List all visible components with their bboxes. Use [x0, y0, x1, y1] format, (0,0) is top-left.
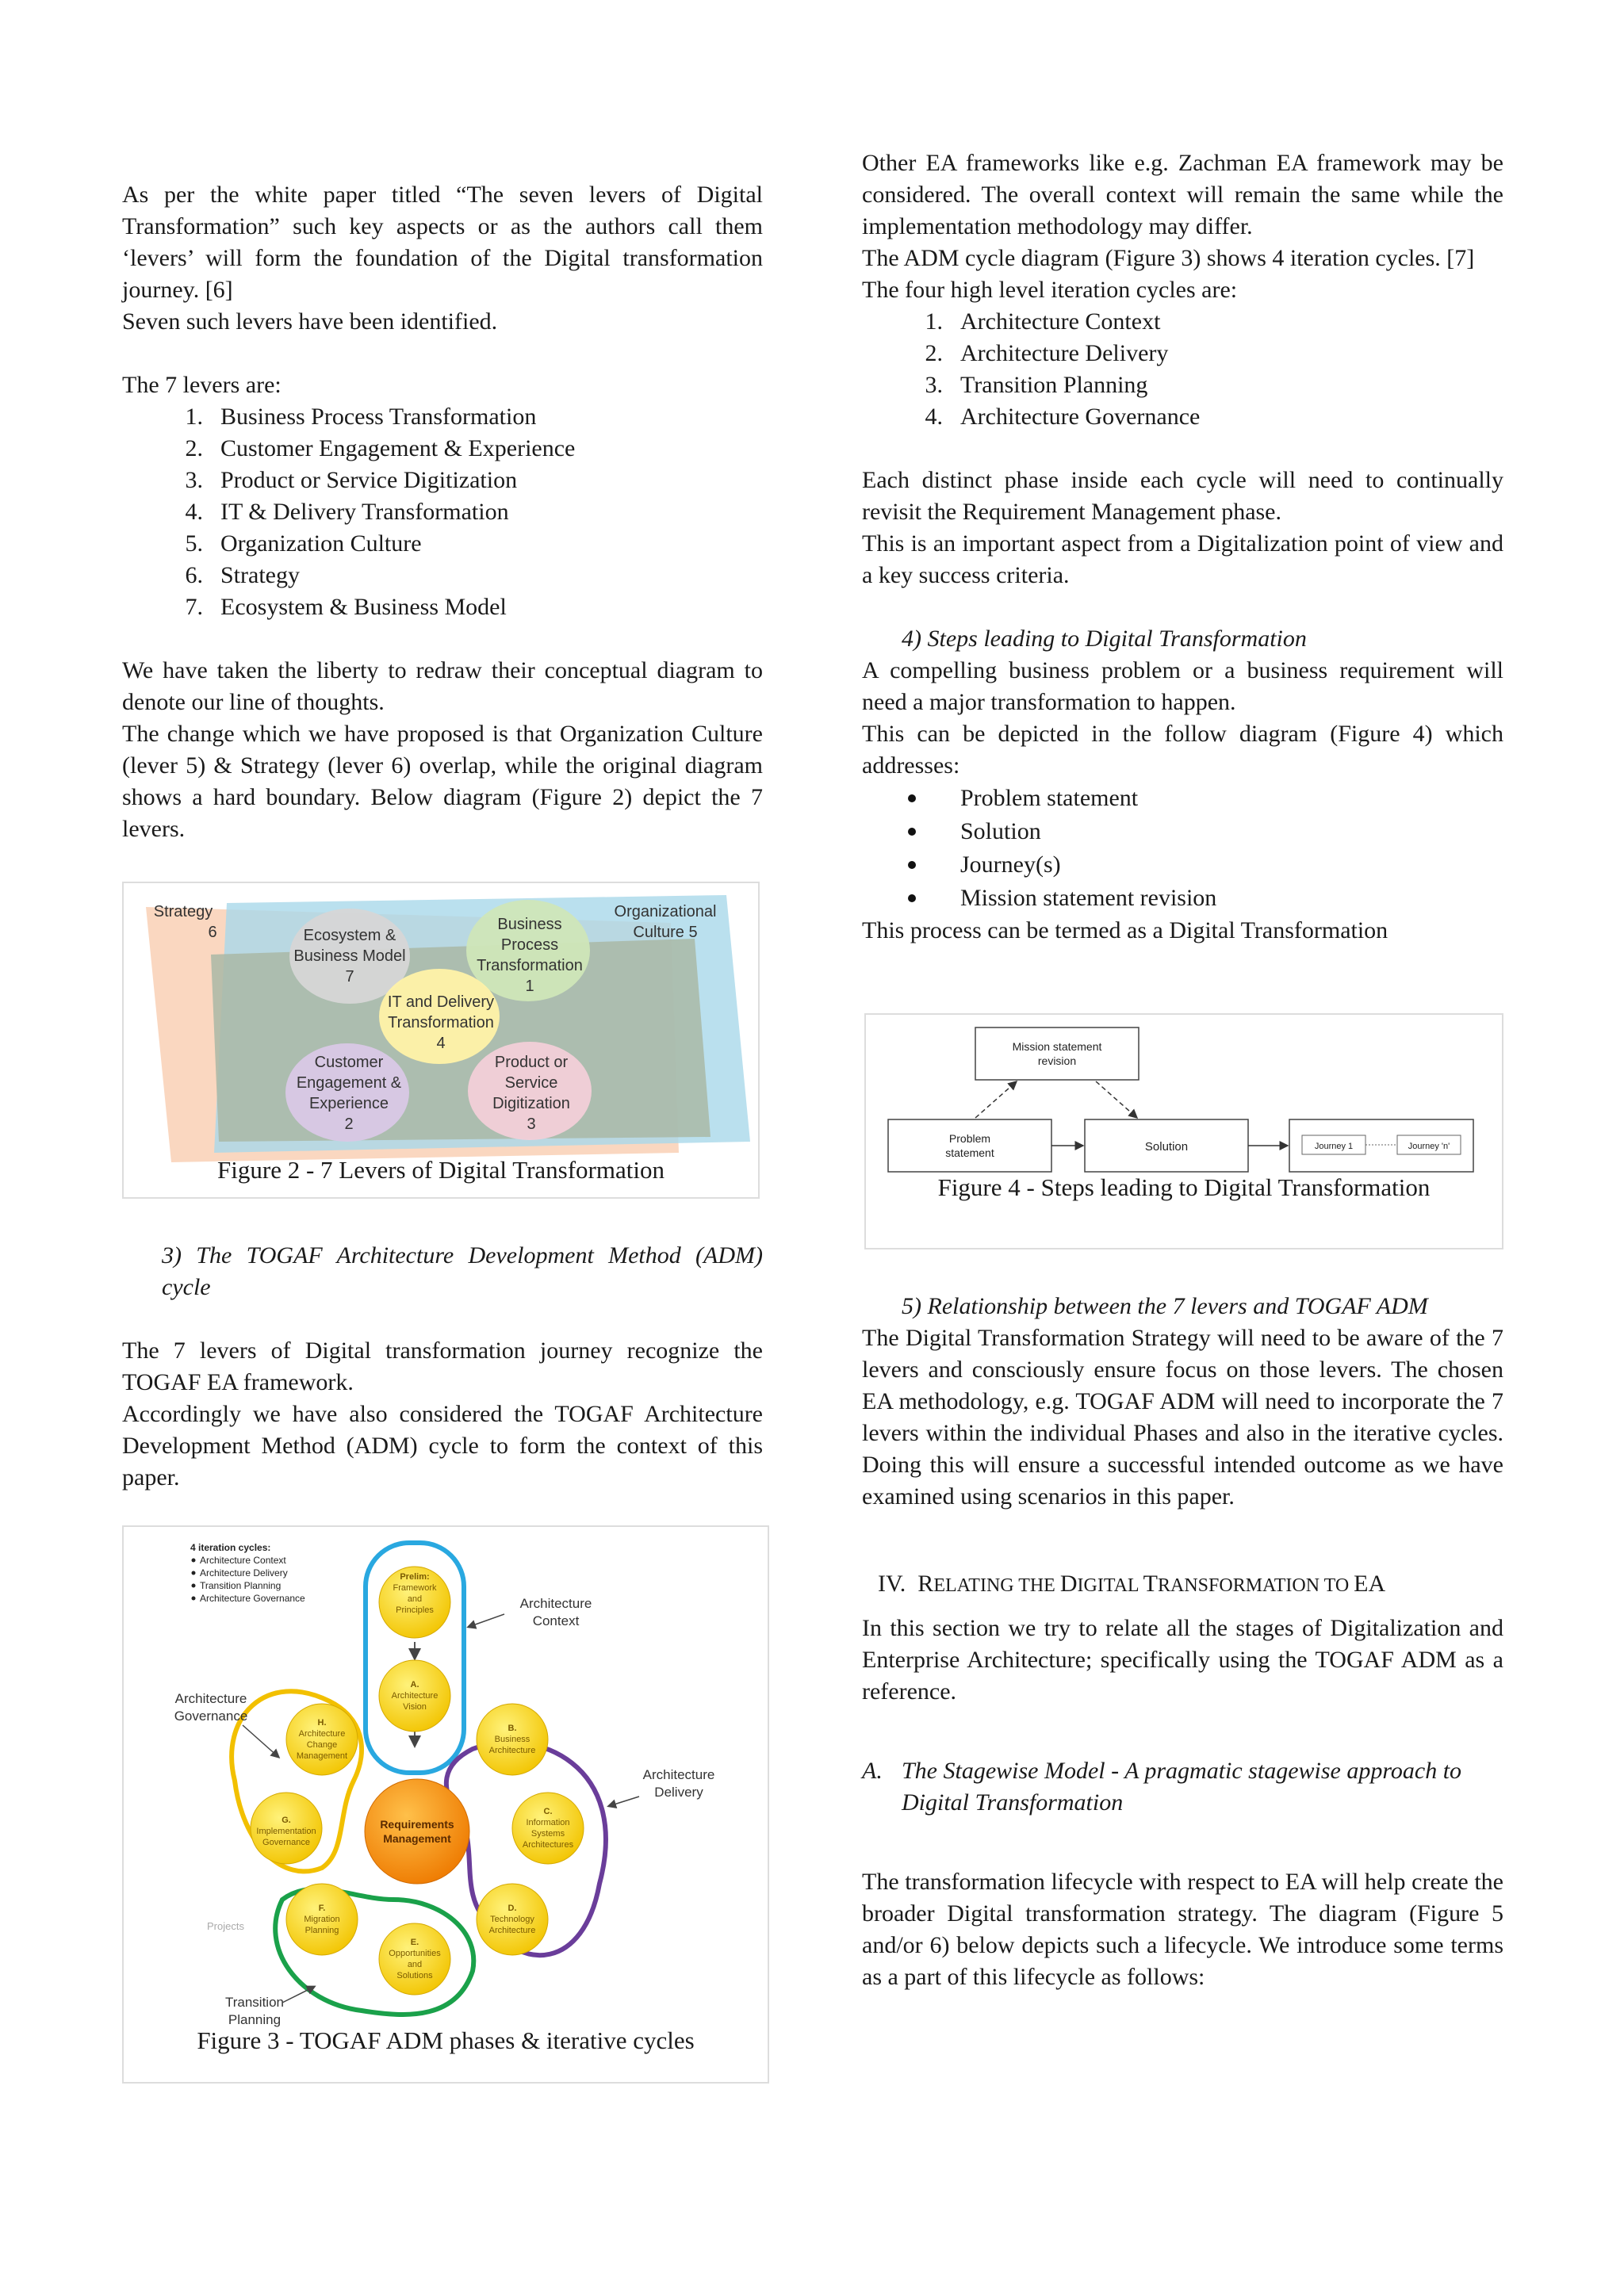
cycle-label: Context	[532, 1613, 580, 1628]
node-label: Business	[494, 1735, 530, 1744]
node-label: and	[407, 1960, 423, 1969]
fig2-label: Business Model	[293, 947, 406, 965]
node-label: Architecture	[391, 1691, 439, 1701]
list-item: 6. Strategy	[185, 562, 300, 588]
cycle-label: Architecture	[174, 1691, 247, 1706]
figure-caption: Figure 4 - Steps leading to Digital Transformation	[937, 1173, 1431, 1201]
paragraph: A compelling business problem or a business requirement will need a major transformation to happen.	[862, 657, 1503, 715]
fig2-label: Engagement &	[296, 1074, 402, 1092]
projects-label: Projects	[207, 1920, 244, 1932]
paragraph: As per the white paper titled “The seven levers of Digital Transformation” such key aspects or as the authors call them ‘levers’ will form the foundation of the Digital transformation journey. [6]	[122, 182, 763, 303]
paragraph: This is an important aspect from a Digitalization point of view and a key success criteria.	[862, 530, 1503, 588]
box-label: Solution	[1144, 1140, 1189, 1154]
box-label: revision	[1037, 1054, 1077, 1067]
subsection-heading: 4) Steps leading to Digital Transformation	[902, 626, 1307, 652]
list-item: 4. Architecture Governance	[925, 404, 1201, 430]
list-item: 1. Architecture Context	[925, 308, 1161, 335]
list-item: Journey(s)	[862, 848, 1503, 882]
box-label: Journey 1	[1314, 1142, 1354, 1151]
node-label: Information	[526, 1818, 570, 1827]
cycle-label: Governance	[174, 1709, 248, 1724]
node-label: Vision	[403, 1702, 427, 1712]
levers-list	[122, 401, 763, 623]
paragraph: Other EA frameworks like e.g. Zachman EA framework may be considered. The overall context will remain the same while the implementation methodology may differ.	[862, 150, 1503, 239]
legend-item: Architecture Context	[200, 1555, 286, 1566]
paragraph: Accordingly we have also considered the TOGAF Architecture Development Method (ADM) cycle to form the context of this paper.	[122, 1401, 763, 1490]
fig2-label: Organizational	[614, 903, 717, 920]
node-label: F.	[318, 1904, 326, 1913]
paragraph: The transformation lifecycle with respect to EA will help create the broader Digital transformation strategy. The diagram (Figure 5 and/or 6) below depicts such a lifecycle. We introduce some terms as a part of this lifecycle as follows:	[862, 1869, 1503, 1990]
legend-title: 4 iteration cycles:	[190, 1542, 271, 1553]
node-label: Technology	[490, 1915, 534, 1924]
node-label: A.	[410, 1680, 419, 1689]
node-label: Implementation	[256, 1827, 316, 1836]
box-problem	[888, 1119, 1051, 1172]
figure-3	[122, 1525, 769, 2084]
node-h	[286, 1704, 358, 1775]
box-label: statement	[945, 1146, 994, 1159]
node-label: B.	[508, 1724, 517, 1733]
node-label: G.	[282, 1816, 291, 1825]
node-label: D.	[508, 1904, 517, 1913]
node-e	[379, 1923, 450, 1995]
paragraph: The 7 levers of Digital transformation journey recognize the TOGAF EA framework.	[122, 1337, 763, 1395]
togaf-adm-diagram	[124, 1527, 768, 2082]
node-label: Requirements	[380, 1818, 454, 1831]
legend-item: Architecture Governance	[200, 1593, 305, 1604]
node-label: and	[407, 1594, 423, 1604]
node-label: Architecture	[298, 1729, 346, 1739]
right-column	[862, 147, 1503, 947]
fig2-label: 1	[525, 978, 534, 995]
subsection-heading: A. The Stagewise Model - A pragmatic stagewise approach to Digital Transformation	[862, 1758, 1462, 1816]
node-label: Prelim:	[400, 1572, 430, 1582]
fig2-label: Customer	[314, 1054, 384, 1071]
node-label: H.	[317, 1718, 327, 1728]
paragraph: Seven such levers have been identified.	[122, 308, 498, 335]
fig2-label: 3	[527, 1115, 536, 1133]
paragraph: The four high level iteration cycles are:	[862, 277, 1238, 303]
fig2-label: IT and Delivery	[387, 993, 495, 1011]
box-mission	[975, 1027, 1139, 1080]
list-item: Solution	[862, 815, 1503, 848]
fig2-label: Ecosystem &	[303, 927, 396, 944]
node-label: Migration	[304, 1915, 340, 1924]
legend-item: Architecture Delivery	[200, 1567, 288, 1578]
list-item: 2. Architecture Delivery	[925, 340, 1169, 366]
steps-diagram	[866, 1015, 1502, 1248]
cycles-list	[862, 306, 1503, 433]
fig2-label: 2	[344, 1115, 354, 1133]
cycle-label: Planning	[228, 2012, 282, 2027]
paragraph: In this section we try to relate all the stages of Digitalization and Enterprise Architecture; specifically using the TOGAF ADM as a reference.	[862, 1615, 1503, 1705]
section-heading: IV. RELATING THE DIGITAL TRANSFORMATION TO EA	[878, 1571, 1386, 1597]
fig2-label: Culture 5	[633, 924, 698, 941]
node-label: Solutions	[396, 1971, 433, 1980]
paragraph: Each distinct phase inside each cycle will need to continually revisit the Requirement Management phase.	[862, 467, 1503, 525]
fig2-label: 6	[208, 924, 217, 941]
node-label: Framework	[393, 1583, 437, 1593]
figure-4	[864, 1013, 1503, 1249]
fig2-label: Strategy	[153, 903, 213, 920]
fig2-label: Digitization	[492, 1095, 570, 1112]
left-column	[122, 179, 763, 845]
legend-item: Transition Planning	[200, 1580, 282, 1591]
list-item: 3. Product or Service Digitization	[185, 467, 518, 493]
box-label: Problem	[948, 1132, 991, 1145]
levers-diagram	[124, 883, 758, 1197]
paragraph: The 7 levers are:	[122, 372, 282, 398]
box-label: Mission statement	[1012, 1040, 1102, 1053]
fig2-label: 4	[436, 1035, 446, 1052]
paragraph: The Digital Transformation Strategy will need to be aware of the 7 levers and consciously ensure focus on those levers. The chosen EA methodology, e.g. TOGAF ADM will need to incorporate the 7 levers within the individual Phases and also in the iterative cycles. Doing this will ensure a successful intended outcome as we have examined using scenarios in this paper.	[862, 1325, 1503, 1510]
fig2-label: Transformation	[477, 957, 583, 974]
paragraph: The ADM cycle diagram (Figure 3) shows 4 iteration cycles. [7]	[862, 245, 1475, 271]
paragraph: This process can be termed as a Digital Transformation	[862, 917, 1388, 943]
node-label: C.	[543, 1807, 553, 1816]
list-item: 7. Ecosystem & Business Model	[185, 594, 507, 620]
figure-2	[122, 882, 760, 1199]
paragraph: We have taken the liberty to redraw their conceptual diagram to denote our line of thoughts.	[122, 657, 763, 715]
node-label: Management	[383, 1832, 451, 1845]
cycle-label: Architecture	[642, 1767, 715, 1782]
node-label: Governance	[262, 1838, 310, 1847]
paragraph: The change which we have proposed is that Organization Culture (lever 5) & Strategy (lever 6) overlap, while the original diagram shows a hard boundary. Below diagram (Figure 2) depict the 7 levers.	[122, 721, 763, 842]
node-label: Change	[306, 1740, 338, 1750]
fig2-label: Product or	[494, 1054, 569, 1071]
bullet-list	[862, 782, 1503, 915]
list-item: 5. Organization Culture	[185, 530, 422, 557]
list-item: 2. Customer Engagement & Experience	[185, 435, 576, 461]
node-label: Management	[296, 1751, 348, 1761]
left-column-2	[122, 1240, 763, 1494]
node-label: Architecture	[488, 1746, 536, 1755]
list-item: 4. IT & Delivery Transformation	[185, 499, 509, 525]
node-label: Principles	[396, 1605, 434, 1615]
right-column-2	[862, 1291, 1503, 1993]
cycle-label: Delivery	[654, 1785, 703, 1800]
fig2-label: Business	[497, 916, 562, 933]
fig2-label: Experience	[308, 1095, 389, 1112]
node-label: Architecture	[488, 1926, 536, 1935]
list-item: 3. Transition Planning	[925, 372, 1148, 398]
list-item: Problem statement	[862, 782, 1503, 815]
figure-caption: Figure 3 - TOGAF ADM phases & iterative cycles	[197, 2026, 695, 2054]
cycle-label: Architecture	[519, 1596, 592, 1611]
figure-caption: Figure 2 - 7 Levers of Digital Transformation	[217, 1156, 665, 1184]
subsection-heading: 5) Relationship between the 7 levers and TOGAF ADM	[902, 1293, 1428, 1319]
paragraph: This can be depicted in the follow diagram (Figure 4) which addresses:	[862, 721, 1503, 779]
fig2-label: Transformation	[388, 1014, 494, 1031]
box-label: Journey 'n'	[1408, 1142, 1450, 1151]
fig2-label: Service	[504, 1074, 558, 1092]
list-item: Mission statement revision	[862, 882, 1503, 915]
subsection-heading: 3) The TOGAF Architecture Development Method (ADM) cycle	[162, 1242, 763, 1300]
list-item: 1. Business Process Transformation	[185, 404, 537, 430]
node-label: E.	[410, 1938, 419, 1947]
fig2-label: Process	[500, 936, 559, 954]
node-label: Systems	[530, 1829, 565, 1839]
node-label: Opportunities	[389, 1949, 441, 1958]
node-label: Architectures	[522, 1840, 574, 1850]
node-c	[512, 1793, 584, 1864]
fig2-label: 7	[345, 968, 354, 985]
cycle-label: Transition	[224, 1995, 285, 2010]
node-label: Planning	[304, 1926, 339, 1935]
node-requirements	[365, 1779, 469, 1884]
